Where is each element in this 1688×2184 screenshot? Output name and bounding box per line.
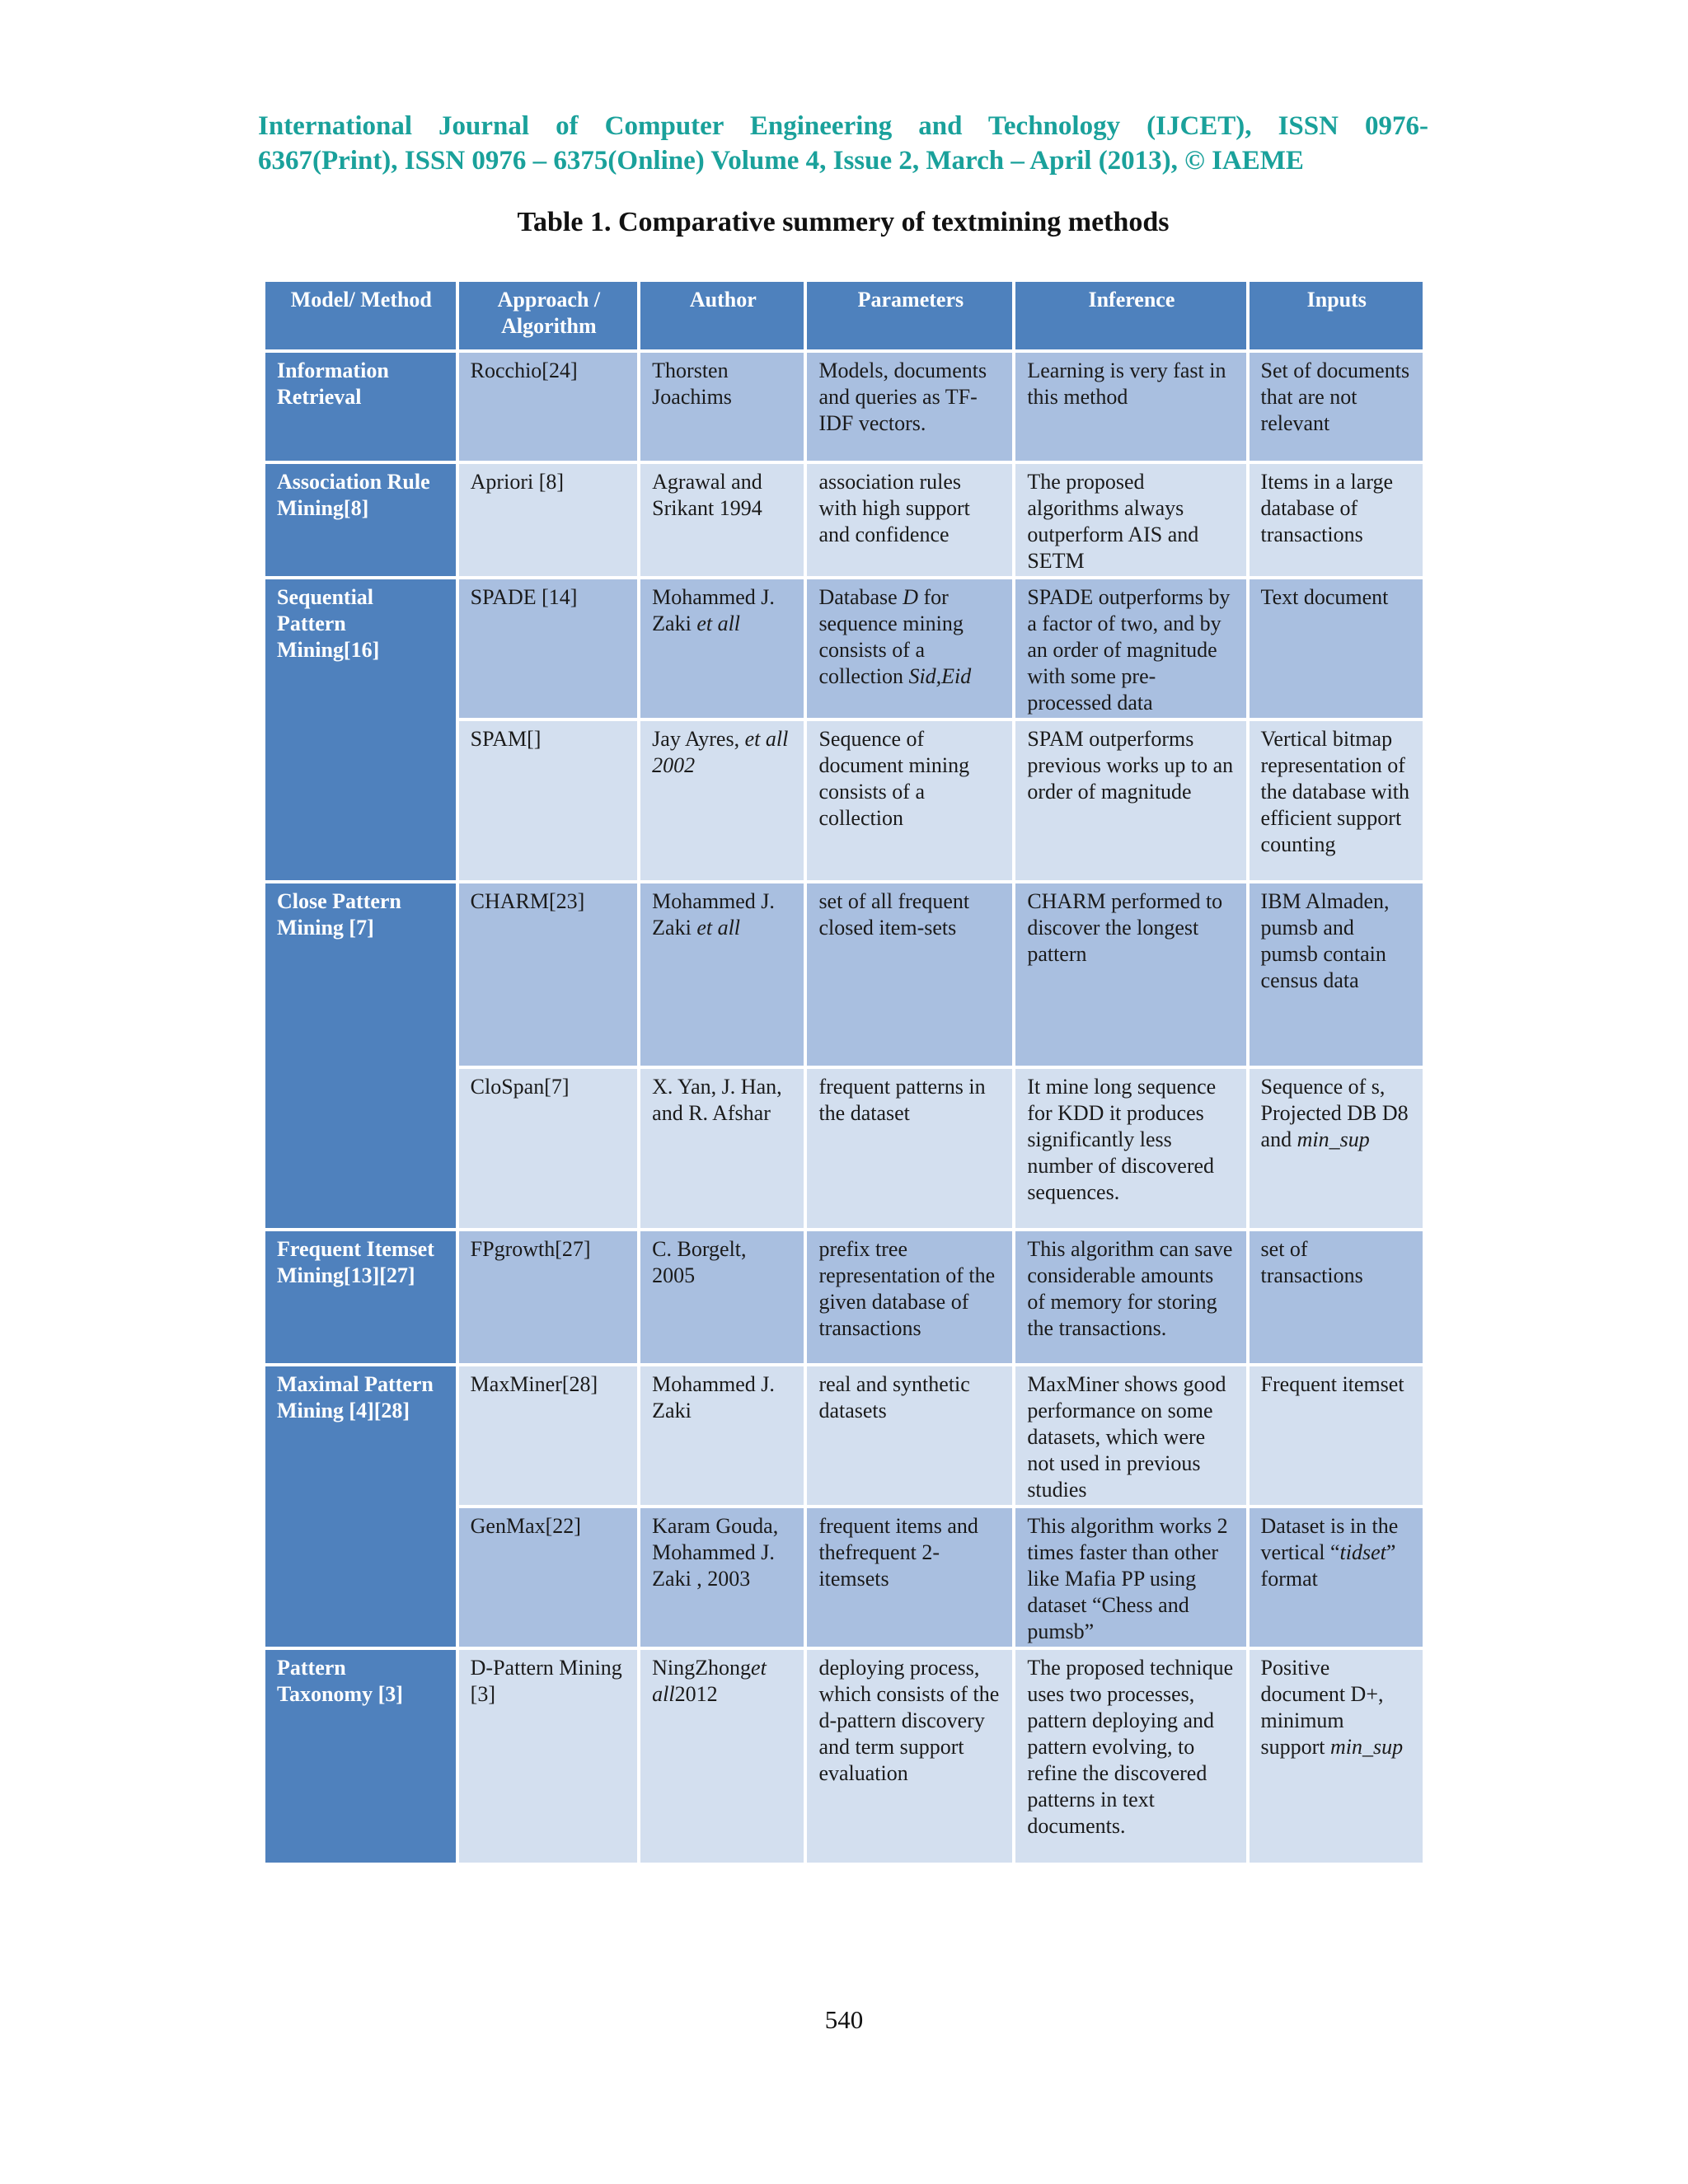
approach-cell: Apriori [8] — [459, 464, 638, 576]
table-row — [265, 1366, 1423, 1505]
table-row — [265, 883, 1423, 1066]
inference-cell: This algorithm works 2 times faster than other like Mafia PP using dataset “Chess and pumsb” — [1015, 1508, 1245, 1647]
author-name: NingZhong — [652, 1656, 752, 1680]
inputs-text: Dataset is in the vertical “ — [1260, 1514, 1399, 1564]
parameters-text: Database — [818, 585, 898, 609]
author-cell: C. Borgelt, 2005 — [640, 1231, 804, 1363]
table-row — [265, 353, 1423, 461]
column-header-parameters: Parameters — [807, 282, 1012, 349]
author-name: Mohammed J. Zaki — [652, 585, 775, 635]
table-row — [265, 1231, 1423, 1363]
inference-cell: MaxMiner shows good performance on some datasets, which were not used in previous studies — [1015, 1366, 1245, 1505]
author-etal: et all — [696, 612, 741, 635]
inputs-cell — [1250, 1508, 1423, 1647]
author-name: Mohammed J. Zaki — [652, 889, 775, 940]
parameters-italic: Sid,Eid — [908, 664, 972, 688]
journal-header — [258, 109, 1428, 178]
author-cell: Karam Gouda, Mohammed J. Zaki , 2003 — [640, 1508, 804, 1647]
parameters-text: for sequence mining consists of a collection — [818, 585, 964, 688]
comparison-table — [262, 279, 1426, 1866]
author-etal: et all — [696, 916, 741, 940]
inputs-cell — [1250, 1650, 1423, 1863]
parameters-cell — [807, 579, 1012, 718]
inputs-text: Positive document D+, minimum support — [1260, 1656, 1384, 1759]
parameters-cell: Sequence of document mining consists of a collection — [807, 721, 1012, 880]
table-row — [265, 579, 1423, 718]
parameters-cell: set of all frequent closed item-sets — [807, 883, 1012, 1066]
inputs-italic: tidset — [1339, 1540, 1386, 1564]
author-cell — [640, 883, 804, 1066]
table-row — [265, 464, 1423, 576]
parameters-cell: association rules with high support and confidence — [807, 464, 1012, 576]
model-cell: Pattern Taxonomy [3] — [265, 1650, 456, 1863]
model-cell: Sequential Pattern Mining[16] — [265, 579, 456, 880]
author-cell: X. Yan, J. Han, and R. Afshar — [640, 1069, 804, 1228]
inference-cell: The proposed technique uses two processes, pattern deploying and pattern evolving, to refine the discovered patterns in text documents. — [1015, 1650, 1245, 1863]
inputs-cell: Vertical bitmap representation of the database with efficient support counting — [1250, 721, 1423, 880]
model-cell: Information Retrieval — [265, 353, 456, 461]
inference-cell: CHARM performed to discover the longest pattern — [1015, 883, 1245, 1066]
parameters-cell: deploying process, which consists of the d-pattern discovery and term support evaluation — [807, 1650, 1012, 1863]
inference-cell: It mine long sequence for KDD it produces significantly less number of discovered sequences. — [1015, 1069, 1245, 1228]
journal-header-line-2: 6367(Print), ISSN 0976 – 6375(Online) Volume 4, Issue 2, March – April (2013), © IAEME — [258, 146, 1304, 176]
inputs-cell: Frequent itemset — [1250, 1366, 1423, 1505]
column-header-model: Model/ Method — [265, 282, 456, 349]
inputs-cell — [1250, 1069, 1423, 1228]
parameters-cell: frequent items and thefrequent 2-itemsets — [807, 1508, 1012, 1647]
approach-cell: Rocchio[24] — [459, 353, 638, 461]
author-cell: Thorsten Joachims — [640, 353, 804, 461]
inputs-cell: IBM Almaden, pumsb and pumsb contain census data — [1250, 883, 1423, 1066]
author-year: 2012 — [674, 1682, 718, 1706]
table-row — [265, 1650, 1423, 1863]
inference-cell: This algorithm can save considerable amounts of memory for storing the transactions. — [1015, 1231, 1245, 1363]
journal-header-line-1: International Journal of Computer Engineering and Technology (IJCET), ISSN 0976- — [258, 111, 1428, 141]
inference-cell: SPAM outperforms previous works up to an order of magnitude — [1015, 721, 1245, 880]
author-etal: et all — [652, 1656, 767, 1706]
parameters-cell: Models, documents and queries as TF-IDF vectors. — [807, 353, 1012, 461]
parameters-cell: prefix tree representation of the given database of transactions — [807, 1231, 1012, 1363]
model-cell: Maximal Pattern Mining [4][28] — [265, 1366, 456, 1647]
inputs-text: ” format — [1260, 1540, 1396, 1591]
table-header-row — [265, 282, 1423, 349]
inference-cell: Learning is very fast in this method — [1015, 353, 1245, 461]
author-cell: Mohammed J. Zaki — [640, 1366, 804, 1505]
model-cell: Close Pattern Mining [7] — [265, 883, 456, 1228]
author-cell — [640, 721, 804, 880]
parameters-cell: real and synthetic datasets — [807, 1366, 1012, 1505]
inputs-italic: min_sup — [1296, 1127, 1370, 1151]
parameters-cell: frequent patterns in the dataset — [807, 1069, 1012, 1228]
column-header-inference: Inference — [1015, 282, 1245, 349]
inputs-text: Sequence of s, Projected DB D8 and — [1260, 1075, 1409, 1151]
author-cell: Agrawal and Srikant 1994 — [640, 464, 804, 576]
inputs-cell: Set of documents that are not relevant — [1250, 353, 1423, 461]
approach-cell: CHARM[23] — [459, 883, 638, 1066]
approach-cell: SPAM[] — [459, 721, 638, 880]
model-cell: Frequent Itemset Mining[13][27] — [265, 1231, 456, 1363]
approach-cell: D-Pattern Mining [3] — [459, 1650, 638, 1863]
approach-cell: CloSpan[7] — [459, 1069, 638, 1228]
inputs-italic: min_sup — [1330, 1735, 1404, 1759]
author-name: Jay Ayres, — [652, 727, 740, 751]
model-cell: Association Rule Mining[8] — [265, 464, 456, 576]
approach-cell: SPADE [14] — [459, 579, 638, 718]
column-header-inputs: Inputs — [1250, 282, 1423, 349]
approach-cell: MaxMiner[28] — [459, 1366, 638, 1505]
inputs-cell: set of transactions — [1250, 1231, 1423, 1363]
inference-cell: SPADE outperforms by a factor of two, and by an order of magnitude with some pre-processed data — [1015, 579, 1245, 718]
page-number: 540 — [824, 2005, 864, 2034]
column-header-author: Author — [640, 282, 804, 349]
author-etal: et all 2002 — [652, 727, 789, 777]
approach-cell: GenMax[22] — [459, 1508, 638, 1647]
approach-cell: FPgrowth[27] — [459, 1231, 638, 1363]
parameters-italic: D — [903, 585, 918, 609]
inputs-cell: Text document — [1250, 579, 1423, 718]
column-header-approach: Approach / Algorithm — [459, 282, 638, 349]
inputs-cell: Items in a large database of transactions — [1250, 464, 1423, 576]
author-cell — [640, 579, 804, 718]
table-title: Table 1. Comparative summery of textmining methods — [517, 207, 1170, 237]
inference-cell: The proposed algorithms always outperform AIS and SETM — [1015, 464, 1245, 576]
author-cell — [640, 1650, 804, 1863]
